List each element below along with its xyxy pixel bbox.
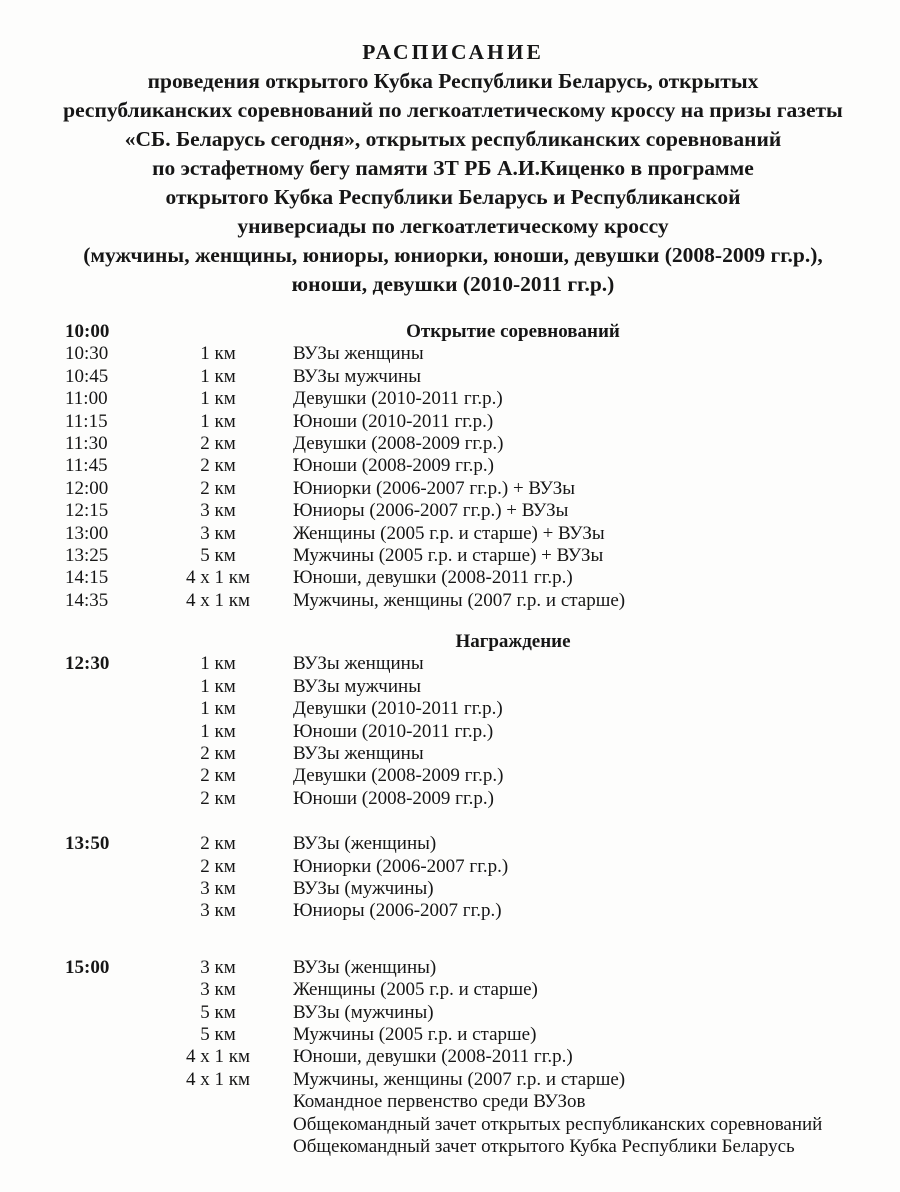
row-event: Юниорки (2006-2007 гг.р.) [293,855,509,877]
section-heading-row [0,631,900,653]
title-line: открытого Кубка Республики Беларусь и Республиканской [165,185,741,209]
row-event: ВУЗы женщины [293,743,424,765]
schedule-row [0,721,900,743]
schedule-row [0,343,900,365]
row-event: Юниоры (2006-2007 гг.р.) [293,900,502,922]
schedule-row [0,878,900,900]
document-title [3,0,900,299]
row-event: Мужчины, женщины (2007 г.р. и старше) [293,1068,626,1090]
row-event: Командное первенство среди ВУЗов [293,1091,586,1113]
row-event: Юниорки (2006-2007 гг.р.) + ВУЗы [293,477,576,499]
row-event: Девушки (2010-2011 гг.р.) [293,388,503,410]
row-event: Общекомандный зачет открытых республиканских соревнований [293,1113,823,1135]
row-event: ВУЗы (мужчины) [293,1001,434,1023]
row-event: Женщины (2005 г.р. и старше) + ВУЗы [293,522,605,544]
row-distance: 4 х 1 км [185,1046,250,1068]
schedule-row [0,1114,900,1136]
row-time: 13:25 [65,544,109,566]
schedule-rows [0,957,900,1159]
row-event: Юноши (2008-2009 гг.р.) [293,787,494,809]
schedule-rows [0,343,900,612]
schedule-row [0,957,900,979]
row-event: ВУЗы женщины [293,653,424,675]
schedule-row [0,366,900,388]
row-distance: 3 км [200,500,236,522]
schedule-row [0,411,900,433]
row-distance: 1 км [200,388,236,410]
row-time: 13:00 [65,522,109,544]
title-line: юноши, девушки (2010-2011 гг.р.) [291,272,615,296]
schedule-row [0,1091,900,1113]
row-distance: 2 км [200,455,236,477]
row-time: 11:00 [65,388,108,410]
schedule-row [0,1024,900,1046]
row-event: Юноши, девушки (2008-2011 гг.р.) [293,1046,573,1068]
schedule-row [0,698,900,720]
row-event: ВУЗы женщины [293,343,424,365]
title-line: «СБ. Беларусь сегодня», открытых республиканских соревнований [124,127,782,151]
section-start-time: 10:00 [65,321,110,342]
title-line: универсиады по легкоатлетическому кроссу [237,214,669,238]
title-line: РАСПИСАНИЕ [362,40,544,64]
row-distance: 5 км [200,1001,236,1023]
schedule-row [0,1046,900,1068]
row-distance: 1 км [200,343,236,365]
row-distance: 1 км [200,675,236,697]
row-event: ВУЗы (мужчины) [293,877,434,899]
row-event: Девушки (2008-2009 гг.р.) [293,765,504,787]
row-time: 13:50 [65,833,110,855]
schedule-row [0,979,900,1001]
schedule-rows [0,833,900,923]
title-line: проведения открытого Кубка Республики Беларусь, открытых [147,69,759,93]
schedule-section-awards [0,631,900,810]
row-time: 14:35 [65,589,109,611]
schedule-row [0,1069,900,1091]
row-event: Юноши (2010-2011 гг.р.) [293,720,494,742]
row-distance: 2 км [200,855,236,877]
schedule-row [0,653,900,675]
row-event: Женщины (2005 г.р. и старше) [293,979,538,1001]
row-event: Девушки (2010-2011 гг.р.) [293,698,503,720]
row-time: 15:00 [65,956,110,978]
row-time: 12:00 [65,477,109,499]
row-time: 12:15 [65,500,109,522]
schedule-row [0,743,900,765]
row-distance: 2 км [200,477,236,499]
row-event: Мужчины (2005 г.р. и старше) + ВУЗы [293,544,604,566]
schedule-row [0,500,900,522]
title-lines [3,38,900,299]
row-distance: 1 км [200,410,236,432]
row-distance: 3 км [200,877,236,899]
schedule-row [0,1136,900,1158]
row-distance: 5 км [200,544,236,566]
row-event: Юноши, девушки (2008-2011 гг.р.) [293,567,573,589]
schedule-row [0,455,900,477]
row-time: 12:30 [65,653,110,675]
row-distance: 2 км [200,833,236,855]
row-event: ВУЗы (женщины) [293,833,437,855]
row-distance: 3 км [200,979,236,1001]
row-distance: 4 х 1 км [185,589,250,611]
row-distance: 4 х 1 км [185,567,250,589]
row-time: 14:15 [65,567,109,589]
row-distance: 5 км [200,1023,236,1045]
row-distance: 4 х 1 км [185,1068,250,1090]
row-event: Юноши (2008-2009 гг.р.) [293,455,494,477]
schedule-row [0,856,900,878]
title-line: по эстафетному бегу памяти ЗТ РБ А.И.Киценко в программе [152,156,754,180]
row-event: ВУЗы мужчины [293,365,421,387]
row-event: Мужчины, женщины (2007 г.р. и старше) [293,589,626,611]
row-event: ВУЗы мужчины [293,675,421,697]
schedule-row [0,545,900,567]
section-heading: Награждение [455,631,571,653]
row-distance: 3 км [200,956,236,978]
schedule-row [0,788,900,810]
schedule-rows [0,653,900,810]
row-event: Мужчины (2005 г.р. и старше) [293,1023,537,1045]
schedule-section-1500 [0,957,900,1159]
schedule-row [0,833,900,855]
row-distance: 2 км [200,743,236,765]
row-event: Общекомандный зачет открытого Кубка Республики Беларусь [293,1135,795,1157]
row-time: 11:30 [65,432,108,454]
schedule-section-opening [0,321,900,612]
schedule-row [0,676,900,698]
row-distance: 3 км [200,522,236,544]
row-time: 11:45 [65,455,108,477]
row-event: ВУЗы (женщины) [293,956,437,978]
title-line: республиканских соревнований по легкоатлетическому кроссу на призы газеты [63,98,843,122]
row-distance: 1 км [200,365,236,387]
row-time: 10:45 [65,365,109,387]
row-distance: 1 км [200,653,236,675]
schedule-row [0,765,900,787]
row-event: Девушки (2008-2009 гг.р.) [293,432,504,454]
schedule-row [0,1002,900,1024]
schedule-row [0,433,900,455]
schedule-row [0,388,900,410]
section-heading: Открытие соревнований [406,321,620,342]
schedule-row [0,523,900,545]
title-line: (мужчины, женщины, юниоры, юниорки, юноши, девушки (2008-2009 гг.р.), [83,243,823,267]
row-time: 11:15 [65,410,108,432]
section-heading-row [0,321,900,343]
schedule-row [0,590,900,612]
schedule-row [0,478,900,500]
row-distance: 2 км [200,432,236,454]
schedule-row [0,567,900,589]
row-event: Юноши (2010-2011 гг.р.) [293,410,494,432]
row-event: Юниоры (2006-2007 гг.р.) + ВУЗы [293,500,569,522]
row-time: 10:30 [65,343,109,365]
row-distance: 2 км [200,765,236,787]
schedule-section-1350 [0,833,900,923]
schedule-row [0,900,900,922]
row-distance: 3 км [200,900,236,922]
row-distance: 1 км [200,720,236,742]
row-distance: 1 км [200,698,236,720]
row-distance: 2 км [200,787,236,809]
